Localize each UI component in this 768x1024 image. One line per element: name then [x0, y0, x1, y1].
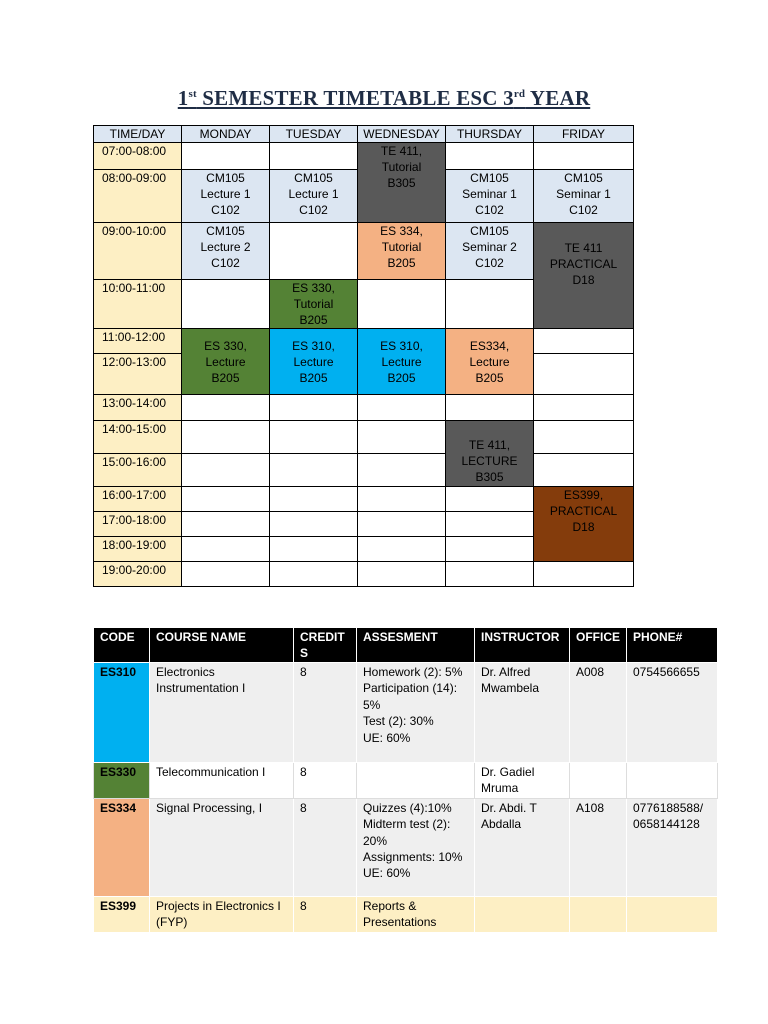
empty-cell: [182, 537, 270, 562]
assessment-line: Homework (2): 5%: [363, 665, 463, 679]
course-code: ES399: [94, 896, 150, 932]
time-slot: 16:00-17:00: [94, 487, 182, 512]
course-office: A108: [570, 798, 627, 896]
session-line: Tutorial: [381, 160, 422, 174]
session-cm105-lecture2-mon: [182, 223, 270, 280]
title-part: YEAR: [525, 86, 591, 110]
course-name: Projects in Electronics I (FYP): [150, 896, 294, 932]
empty-cell: [182, 487, 270, 512]
session-line: B305: [475, 470, 504, 484]
empty-cell: [182, 395, 270, 421]
session-es330-tutorial: [270, 280, 358, 329]
session-line: C102: [475, 203, 504, 217]
session-line: B205: [299, 370, 328, 385]
session-line: Lecture 1: [200, 187, 251, 201]
session-line: CM105: [294, 171, 333, 185]
session-es330-lecture: [182, 329, 270, 395]
timetable-row: [94, 223, 634, 280]
empty-cell: [446, 280, 534, 329]
session-line: ES 330,: [204, 338, 247, 353]
session-line: C102: [475, 256, 504, 270]
header-wednesday: WEDNESDAY: [358, 126, 446, 143]
empty-cell: [534, 454, 634, 487]
session-line: Lecture: [293, 354, 334, 369]
empty-cell: [446, 487, 534, 512]
session-es399-practical: [534, 487, 634, 562]
session-line: LECTURE: [461, 454, 518, 468]
empty-cell: [182, 280, 270, 329]
session-line: Lecture 2: [200, 240, 251, 254]
empty-cell: [182, 512, 270, 537]
empty-cell: [358, 487, 446, 512]
course-office: [570, 763, 627, 799]
session-line: D18: [572, 520, 595, 534]
course-assessment: [357, 798, 475, 896]
session-line: B205: [211, 370, 240, 385]
empty-cell: [446, 562, 534, 587]
course-credits: 8: [294, 663, 357, 763]
course-phone: 0754566655: [627, 663, 718, 763]
session-line: B305: [387, 176, 416, 190]
time-slot: 08:00-09:00: [94, 170, 182, 223]
course-assessment: [357, 663, 475, 763]
time-slot: 12:00-13:00: [94, 354, 182, 395]
header-course-name: COURSE NAME: [150, 628, 294, 663]
empty-cell: [270, 512, 358, 537]
session-line: Seminar 2: [462, 240, 517, 254]
timetable-row: [94, 143, 634, 170]
empty-cell: [534, 395, 634, 421]
empty-cell: [358, 280, 446, 329]
course-instructor: Dr. Alfred Mwambela: [475, 663, 570, 763]
course-row-es334: [94, 798, 718, 896]
course-phone: [627, 896, 718, 932]
page-title: [0, 86, 768, 111]
time-slot: 13:00-14:00: [94, 395, 182, 421]
empty-cell: [358, 562, 446, 587]
timetable-row: [94, 395, 634, 421]
header-friday: FRIDAY: [534, 126, 634, 143]
title-sup: rd: [513, 88, 526, 100]
time-slot: 10:00-11:00: [94, 280, 182, 329]
header-monday: MONDAY: [182, 126, 270, 143]
assessment-line: UE: 60%: [363, 866, 411, 881]
title-sup: st: [188, 88, 197, 100]
header-instructor: INSTRUCTOR: [475, 628, 570, 663]
empty-cell: [270, 537, 358, 562]
assessment-line: Midterm test (2): 20%: [363, 817, 451, 848]
session-line: ES 310,: [380, 338, 423, 353]
header-credits: CREDIT S: [294, 628, 357, 663]
session-es310-lecture-tue: [270, 329, 358, 395]
session-te411-lecture: [446, 421, 534, 487]
header-office: OFFICE: [570, 628, 627, 663]
empty-cell: [182, 421, 270, 454]
session-line: Lecture: [469, 354, 510, 369]
assessment-line: UE: 60%: [363, 730, 411, 745]
session-line: Tutorial: [293, 297, 334, 311]
empty-cell: [358, 512, 446, 537]
header-phone: PHONE#: [627, 628, 718, 663]
session-line: B205: [475, 370, 504, 385]
session-line: ES399,: [563, 488, 604, 502]
course-table: [93, 627, 718, 933]
session-line: Seminar 1: [556, 187, 611, 201]
timetable: [93, 125, 634, 587]
session-line: CM105: [206, 224, 245, 238]
course-row-es399: [94, 896, 718, 932]
timetable-row: [94, 454, 634, 487]
time-slot: 17:00-18:00: [94, 512, 182, 537]
session-line: PRACTICAL: [549, 257, 618, 271]
empty-cell: [534, 329, 634, 354]
course-instructor: [475, 896, 570, 932]
session-line: C102: [299, 203, 328, 217]
session-line: ES 334,: [380, 224, 423, 238]
empty-cell: [270, 143, 358, 170]
empty-cell: [270, 454, 358, 487]
empty-cell: [534, 143, 634, 170]
course-credits: 8: [294, 763, 357, 799]
session-line: CM105: [470, 224, 509, 238]
course-credits: 8: [294, 798, 357, 896]
course-instructor: Dr. Gadiel Mruma: [475, 763, 570, 799]
session-cm105-seminar2-thu: [446, 223, 534, 280]
session-cm105-lecture1-mon: [182, 170, 270, 223]
session-line: CM105: [470, 171, 509, 185]
session-te411-practical: [534, 223, 634, 329]
session-line: TE 411,: [468, 438, 511, 452]
empty-cell: [182, 562, 270, 587]
session-line: B205: [299, 313, 328, 327]
course-row-es310: [94, 663, 718, 763]
session-line: CM105: [564, 171, 603, 185]
course-code: ES334: [94, 798, 150, 896]
empty-cell: [446, 537, 534, 562]
empty-cell: [358, 537, 446, 562]
empty-cell: [270, 562, 358, 587]
empty-cell: [534, 562, 634, 587]
course-row-es330: [94, 763, 718, 799]
course-assessment: [357, 763, 475, 799]
empty-cell: [182, 143, 270, 170]
session-line: Tutorial: [381, 240, 422, 254]
time-slot: 15:00-16:00: [94, 454, 182, 487]
empty-cell: [534, 354, 634, 395]
course-assessment: Reports & Presentations: [357, 896, 475, 932]
session-line: Lecture 1: [288, 187, 339, 201]
session-line: C102: [569, 203, 598, 217]
timetable-row: [94, 421, 634, 454]
course-code: ES330: [94, 763, 150, 799]
timetable-row: [94, 487, 634, 512]
timetable-row: [94, 562, 634, 587]
session-cm105-lecture1-tue: [270, 170, 358, 223]
time-slot: 14:00-15:00: [94, 421, 182, 454]
title-part: 1: [177, 86, 189, 110]
course-instructor: Dr. Abdi. T Abdalla: [475, 798, 570, 896]
time-slot: 09:00-10:00: [94, 223, 182, 280]
course-name: Electronics Instrumentation I: [150, 663, 294, 763]
empty-cell: [358, 395, 446, 421]
empty-cell: [182, 454, 270, 487]
assessment-line: Participation (14): 5%: [363, 681, 458, 712]
empty-cell: [534, 421, 634, 454]
session-es334-tutorial: [358, 223, 446, 280]
session-line: CM105: [206, 171, 245, 185]
session-line: TE 411,: [380, 144, 423, 158]
assessment-line: Test (2): 30%: [363, 714, 434, 729]
header-thursday: THURSDAY: [446, 126, 534, 143]
session-line: B205: [387, 370, 416, 385]
session-line: Lecture: [205, 354, 246, 369]
course-name: Signal Processing, I: [150, 798, 294, 896]
session-line: ES 330,: [292, 281, 335, 295]
title-part: SEMESTER TIMETABLE ESC 3: [196, 86, 514, 110]
time-slot: 19:00-20:00: [94, 562, 182, 587]
session-cm105-seminar1-thu: [446, 170, 534, 223]
assessment-line: Assignments: 10%: [363, 850, 463, 865]
empty-cell: [270, 395, 358, 421]
session-cm105-seminar1-fri: [534, 170, 634, 223]
time-slot: 11:00-12:00: [94, 329, 182, 354]
session-line: Lecture: [381, 354, 422, 369]
session-line: C102: [211, 203, 240, 217]
course-office: A008: [570, 663, 627, 763]
course-phone: [627, 763, 718, 799]
session-line: TE 411: [564, 241, 603, 255]
header-tuesday: TUESDAY: [270, 126, 358, 143]
empty-cell: [270, 223, 358, 280]
session-line: PRACTICAL: [549, 504, 618, 518]
empty-cell: [358, 454, 446, 487]
session-line: B205: [387, 256, 416, 270]
assessment-line: Quizzes (4):10%: [363, 800, 452, 815]
session-line: Seminar 1: [462, 187, 517, 201]
session-line: ES334,: [469, 338, 510, 353]
session-line: ES 310,: [292, 338, 335, 353]
course-code: ES310: [94, 663, 150, 763]
empty-cell: [446, 395, 534, 421]
session-line: C102: [211, 256, 240, 270]
session-line: D18: [572, 273, 595, 287]
timetable-row: [94, 329, 634, 354]
empty-cell: [446, 512, 534, 537]
header-code: CODE: [94, 628, 150, 663]
time-slot: 18:00-19:00: [94, 537, 182, 562]
course-table-header-row: [94, 628, 718, 663]
time-slot: 07:00-08:00: [94, 143, 182, 170]
course-office: [570, 896, 627, 932]
course-credits: 8: [294, 896, 357, 932]
empty-cell: [358, 421, 446, 454]
header-time-day: TIME/DAY: [94, 126, 182, 143]
session-te411-tutorial: [358, 143, 446, 223]
header-assessment: ASSESMENT: [357, 628, 475, 663]
empty-cell: [270, 421, 358, 454]
empty-cell: [446, 143, 534, 170]
course-phone: 0776188588/ 0658144128: [627, 798, 718, 896]
timetable-header-row: [94, 126, 634, 143]
empty-cell: [270, 487, 358, 512]
session-es310-lecture-wed: [358, 329, 446, 395]
session-es334-lecture: [446, 329, 534, 395]
course-name: Telecommunication I: [150, 763, 294, 799]
